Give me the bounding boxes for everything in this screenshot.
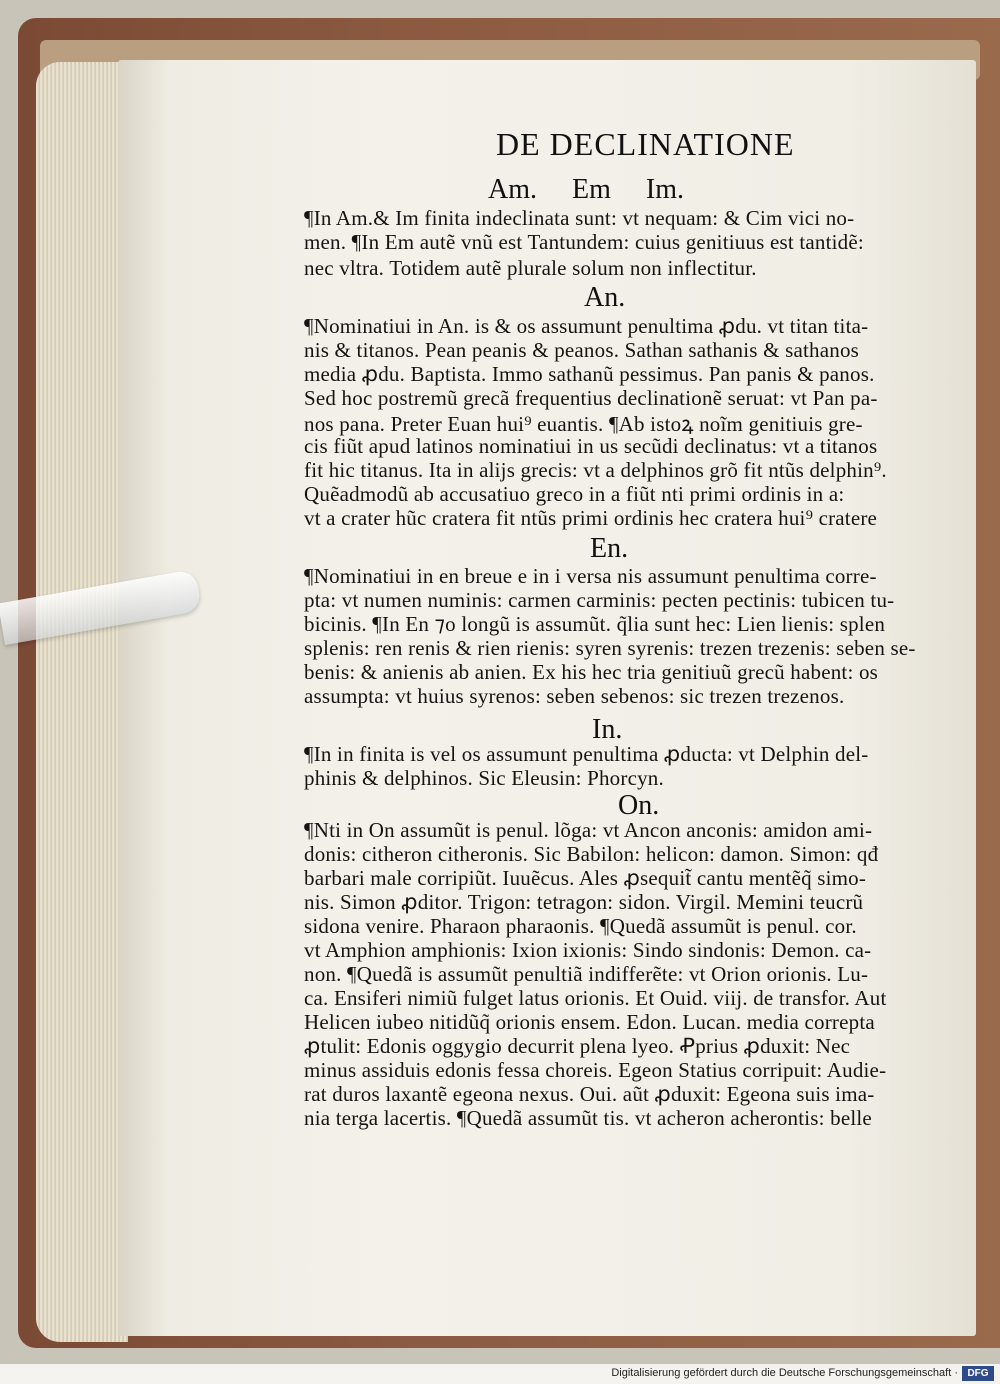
text-line: fit hic titanus. Ita in alijs grecis: vt a delphinos grõ fit ntũs delphin⁹.: [304, 458, 887, 482]
text-line: rat duros laxantẽ egeona nexus. Oui. aũt ꝓduxit: Egeona suis ima-: [304, 1082, 875, 1106]
text-line: donis: citheron citheronis. Sic Babilon: helicon: damon. Simon: qđ: [304, 842, 879, 866]
text-line: nis & titanos. Pean peanis & peanos. Sathan sathanis & sathanos: [304, 338, 860, 362]
text-line: nos pana. Preter Euan hui⁹ euantis. ¶Ab istoꝝ noĩm genitiuis gre-: [304, 412, 863, 436]
text-line: vt Amphion amphionis: Ixion ixionis: Sindo sindonis: Demon. ca-: [304, 938, 872, 962]
text-line: bicinis. ¶In En ⁊o longũ is assumũt. q̃lia sunt hec: Lien lienis: splen: [304, 612, 886, 636]
text-line: sidona venire. Pharaon pharaonis. ¶Quedã assumũt is penul. cor.: [304, 914, 857, 938]
text-line: Quẽadmodũ ab accusatiuo greco in a fiũt nti primi ordinis in a:: [304, 482, 845, 506]
text-line: assumpta: vt huius syrenos: seben sebenos: sic trezen trezenos.: [304, 684, 845, 708]
text-line: non. ¶Quedã is assumũt penultiã indifferẽte: vt Orion orionis. Lu-: [304, 962, 869, 986]
text-line: vt a crater hũc cratera fit ntũs primi ordinis hec cratera hui⁹ cratere: [304, 506, 878, 530]
text-line: ¶In in finita is vel os assumunt penultima ꝓducta: vt Delphin del-: [304, 742, 869, 766]
text-line: Helicen iubeo nitidũq̃ orionis ensem. Edon. Lucan. media correpta: [304, 1010, 875, 1034]
section-heading: On.: [618, 790, 660, 821]
text-line: nia terga lacertis. ¶Quedã assumũt tis. vt acheron acherontis: belle: [304, 1106, 872, 1130]
text-line: phinis & delphinos. Sic Eleusin: Phorcyn.: [304, 766, 664, 790]
text-line: benis: & anienis ab anien. Ex his hec tria genitiuũ grecũ habent: os: [304, 660, 879, 684]
text-line: nis. Simon ꝓditor. Trigon: tetragon: sidon. Virgil. Memini teucrũ: [304, 890, 864, 914]
text-line: barbari male corripiũt. Iuuẽcus. Ales ꝓsequit̃ cantu mentẽq̃ simo-: [304, 866, 867, 890]
section-heading: Am. Em Im.: [488, 174, 684, 205]
text-line: ꝓtulit: Edonis oggygio decurrit plena lyeo. Ꝓprius ꝓduxit: Nec: [304, 1034, 851, 1058]
footer-credit: Digitalisierung gefördert durch die Deutsche Forschungsgemeinschaft ·: [611, 1367, 958, 1379]
text-line: men. ¶In Em autẽ vnũ est Tantundem: cuius genitiuus est tantidẽ:: [304, 230, 864, 254]
text-line: ca. Ensiferi nimiũ fulget latus orionis. Et Ouid. viij. de transfor. Aut: [304, 986, 887, 1010]
text-line: ¶Nominatiui in An. is & os assumunt penultima ꝓdu. vt titan tita-: [304, 314, 869, 338]
dfg-logo: DFG: [962, 1366, 994, 1381]
text-line: splenis: ren renis & rien rienis: syren syrenis: trezen trezenis: seben se-: [304, 636, 916, 660]
text-line: cis fiũt apud latinos nominatiui in us secũdi declinatus: vt a titanos: [304, 434, 878, 458]
footer: [0, 1364, 1000, 1384]
section-heading: In.: [592, 714, 623, 745]
text-line: minus assiduis edonis fessa choreis. Egeon Statius corripuit: Audie-: [304, 1058, 887, 1082]
text-line: Sed hoc postremũ grecã frequentius declinationẽ seruat: vt Pan pa-: [304, 386, 878, 410]
text-line: pta: vt numen numinis: carmen carminis: pecten pectinis: tubicen tu-: [304, 588, 895, 612]
page-edges: [36, 62, 128, 1342]
text-line: ¶Nominatiui in en breue e in i versa nis assumunt penultima corre-: [304, 564, 877, 588]
text-line: nec vltra. Totidem autẽ plurale solum non inflectitur.: [304, 256, 757, 280]
text-line: media ꝓdu. Baptista. Immo sathanũ pessimus. Pan panis & panos.: [304, 362, 875, 386]
section-heading: En.: [590, 533, 629, 564]
text-line: ¶In Am.& Im finita indeclinata sunt: vt nequam: & Cim vici no-: [304, 206, 855, 230]
running-head: DE DECLINATIONE: [496, 126, 795, 162]
text-line: ¶Nti in On assumũt is penul. lõga: vt Ancon anconis: amidon ami-: [304, 818, 873, 842]
section-heading: An.: [584, 282, 626, 313]
